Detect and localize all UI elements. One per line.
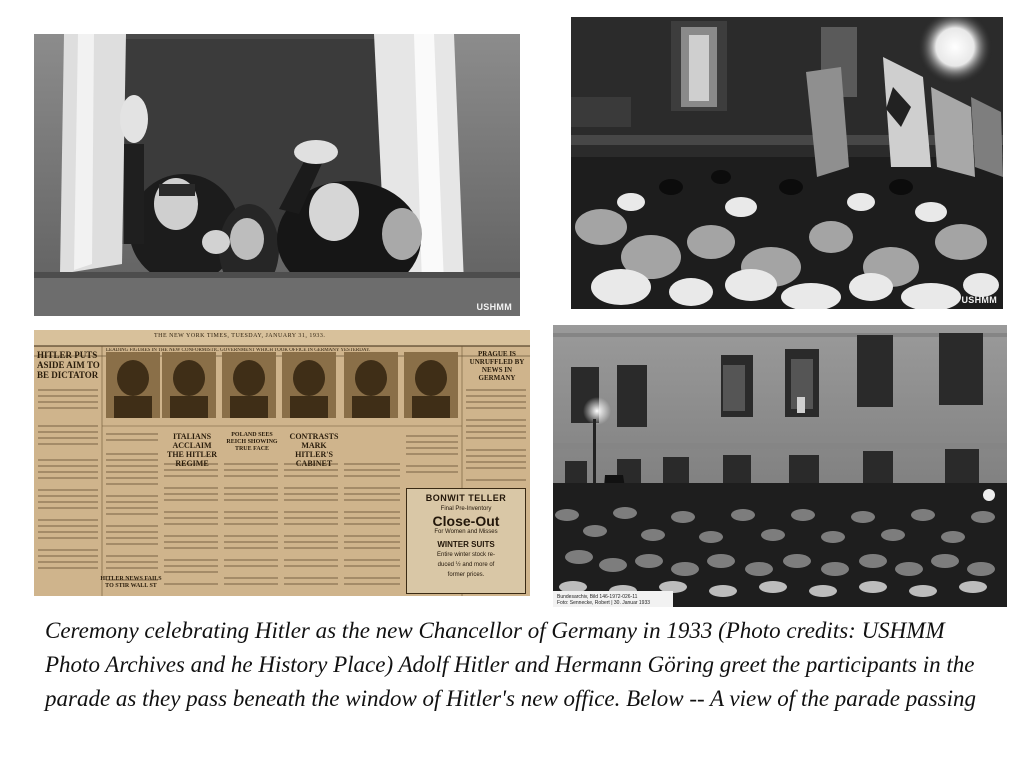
ad-for: For Women and Misses xyxy=(434,529,498,535)
window-crowd-photo xyxy=(553,325,1007,607)
night-crowd-image xyxy=(571,17,1003,309)
bonwit-teller-ad xyxy=(406,488,526,594)
newspaper-banner: LEADING FIGURES IN THE NEW CONFORMISTIC GOVERNMENT WHICH TOOK OFFICE IN GERMANY YESTERDAY. xyxy=(106,348,371,353)
column-headline-2: POLAND SEES REICH SHOWING TRUE FACE xyxy=(226,432,278,452)
photo-credit: USHMM xyxy=(961,295,997,305)
ad-subtitle: Final Pre-Inventory xyxy=(440,506,492,512)
window-crowd-image xyxy=(553,325,1007,607)
newspaper-clipping xyxy=(34,330,530,596)
ad-line-2: duced ½ and more of xyxy=(437,562,495,568)
headline-left: HITLER PUTS ASIDE AIM TO BE DICTATOR xyxy=(37,350,100,380)
caption-text: Ceremony celebrating Hitler as the new Chancellor of Germany in 1933 (Photo credits: USHMM Photo Archives and he History Place) Adolf Hitler and Hermann Göring greet the participants in the parade as they pass beneath the window of Hitler's new office. Below -- A view of the parade passing xyxy=(45,618,976,711)
column-headline-3: CONTRASTS MARK HITLER'S CABINET xyxy=(289,432,339,468)
headline-right: PRAGUE IS UNRUFFLED BY NEWS IN GERMANY xyxy=(469,350,525,382)
ad-line-1: Entire winter stock re- xyxy=(436,552,496,558)
archive-line-2: Foto: Sennecke, Robert | 30. Januar 1933 xyxy=(557,600,651,606)
newspaper-masthead: THE NEW YORK TIMES, TUESDAY, JANUARY 31, 1933. xyxy=(154,333,326,339)
archive-credit xyxy=(557,594,650,606)
headline-bottom-left: HITLER NEWS FAILS TO STIR WALL ST xyxy=(100,576,162,589)
ad-title: Close-Out xyxy=(432,513,500,529)
column-headline-1: ITALIANS ACCLAIM THE HITLER REGIME xyxy=(166,432,217,468)
ad-line-3: former prices. xyxy=(447,572,485,578)
ad-brand: BONWIT TELLER xyxy=(425,493,507,503)
ad-suits: WINTER SUITS xyxy=(437,540,495,549)
archive-line-1: Bundesarchiv, Bild 146-1972-026-11 xyxy=(557,594,638,600)
photo-credit: USHMM xyxy=(476,302,512,312)
balcony-image xyxy=(34,34,520,316)
night-crowd-photo xyxy=(571,17,1003,309)
balcony-photo xyxy=(34,34,520,316)
